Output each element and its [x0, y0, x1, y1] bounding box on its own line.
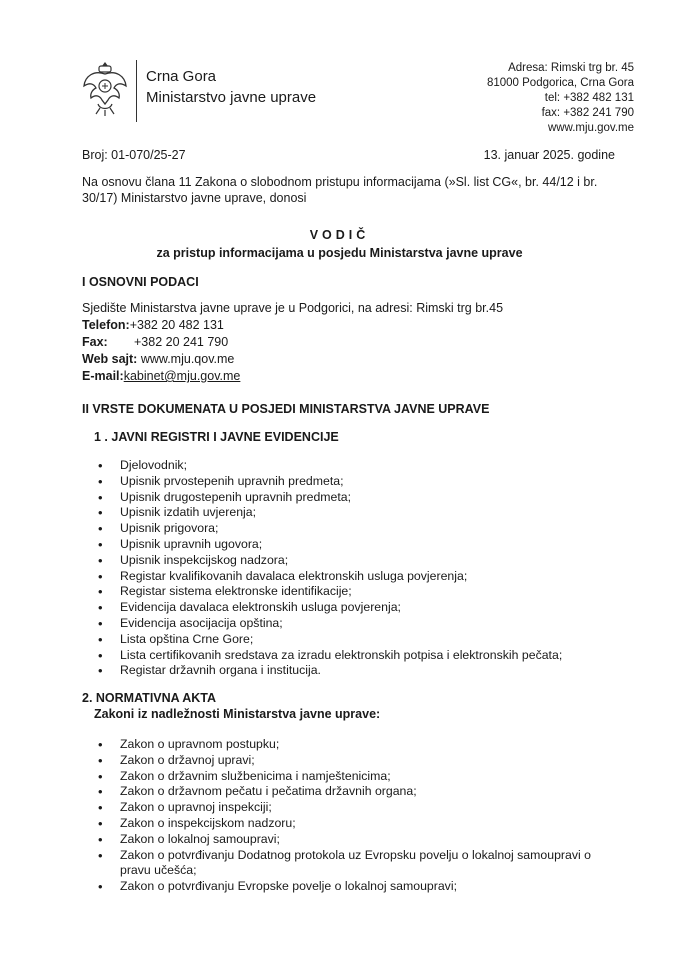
- list-item: • Registar sistema elektronske identifikacije;: [96, 584, 616, 600]
- list-item: • Upisnik inspekcijskog nadzora;: [96, 553, 616, 569]
- list-item: • Upisnik izdatih uvjerenja;: [96, 505, 616, 521]
- subsection-normative-acts: 2. NORMATIVNA AKTA: [82, 691, 217, 705]
- list-item: • Evidencija asocijacija opština;: [96, 616, 616, 632]
- phone-value: +382 20 482 131: [129, 318, 224, 332]
- list-item: • Zakon o državnom pečatu i pečatima državnih organa;: [96, 784, 616, 800]
- title-main: VODIČ: [309, 228, 370, 242]
- phone-row: [82, 317, 503, 334]
- coat-of-arms-icon: [80, 58, 130, 118]
- fax-value: +382 20 241 790: [134, 335, 229, 349]
- country-name: Crna Gora: [146, 68, 217, 85]
- address-website: www.mju.gov.me: [547, 122, 634, 134]
- list-item: • Lista certifikovanih sredstava za izradu elektronskih potpisa i elektronskih pečata;: [96, 648, 616, 664]
- email-row: [82, 368, 503, 385]
- address-city: 81000 Podgorica, Crna Gora: [486, 77, 634, 89]
- fax-label: Fax:: [82, 335, 108, 349]
- reference-line: [82, 148, 615, 162]
- title-subtitle: za pristup informacijama u posjedu Ministarstva javne uprave: [156, 246, 523, 260]
- list-item: • Zakon o inspekcijskom nadzoru;: [96, 816, 616, 832]
- section-2-heading: II VRSTE DOKUMENATA U POSJEDI MINISTARSTVA JAVNE UPRAVE: [82, 402, 490, 416]
- list-item: • Upisnik prvostepenih upravnih predmeta;: [96, 474, 616, 490]
- list-item: • Zakon o državnoj upravi;: [96, 753, 616, 769]
- document-date: 13. januar 2025. godine: [483, 148, 615, 162]
- laws-intro: Zakoni iz nadležnosti Ministarstva javne uprave:: [94, 707, 381, 721]
- fax-row: [82, 334, 503, 351]
- ministry-name: Ministarstvo javne uprave: [146, 89, 317, 106]
- list-item: • Lista opština Crne Gore;: [96, 632, 616, 648]
- list-item: • Registar kvalifikovanih davalaca elektronskih usluga povjerenja;: [96, 569, 616, 585]
- letterhead: [80, 56, 640, 136]
- list-item: • Upisnik drugostepenih upravnih predmeta;: [96, 490, 616, 506]
- basic-info: [82, 300, 503, 385]
- list-item: • Djelovodnik;: [96, 458, 616, 474]
- list-item: • Zakon o upravnom postupku;: [96, 737, 616, 753]
- address-fax: fax: +382 241 790: [541, 107, 634, 119]
- document-title: [0, 226, 679, 262]
- list-item: • Zakon o potvrđivanju Evropske povelje o lokalnoj samoupravi;: [96, 879, 616, 895]
- web-label: Web sajt:: [82, 352, 138, 366]
- reference-number: Broj: 01-070/25-27: [82, 148, 186, 162]
- email-label: E-mail:: [82, 369, 124, 383]
- list-item: • Zakon o lokalnoj samoupravi;: [96, 832, 616, 848]
- list-item: • Upisnik upravnih ugovora;: [96, 537, 616, 553]
- list-item: • Registar državnih organa i institucija.: [96, 663, 616, 679]
- section-1-heading: I OSNOVNI PODACI: [82, 275, 199, 289]
- laws-list: [96, 737, 616, 895]
- header-divider: [136, 60, 137, 122]
- address-block: [487, 61, 634, 136]
- phone-label: Telefon:: [82, 318, 130, 332]
- organization: [146, 66, 316, 108]
- web-row: [82, 351, 503, 368]
- intro-paragraph: Na osnovu člana 11 Zakona o slobodnom pristupu informacijama (»Sl. list CG«, br. 44/12 i br. 30/17) Ministarstvo javne uprave, donosi: [82, 175, 598, 205]
- address-line: Adresa: Rimski trg br. 45: [508, 62, 634, 74]
- list-item: • Zakon o državnim službenicima i namještenicima;: [96, 769, 616, 785]
- list-item: • Upisnik prigovora;: [96, 521, 616, 537]
- email-link[interactable]: kabinet@mju.gov.me: [123, 369, 241, 383]
- list-item: • Zakon o potvrđivanju Dodatnog protokola uz Evropsku povelju o lokalnoj samoupravi o pravu učešća;: [96, 848, 606, 880]
- web-value[interactable]: www.mju.qov.me: [137, 352, 235, 366]
- address-tel: tel: +382 482 131: [544, 92, 634, 104]
- list-item: • Zakon o upravnoj inspekciji;: [96, 800, 616, 816]
- subsection-registers: 1 . JAVNI REGISTRI I JAVNE EVIDENCIJE: [94, 430, 339, 444]
- seat-text: Sjedište Ministarstva javne uprave je u Podgorici, na adresi: Rimski trg br.45: [82, 301, 504, 315]
- registers-list: [96, 458, 616, 679]
- list-item: • Evidencija davalaca elektronskih usluga povjerenja;: [96, 600, 616, 616]
